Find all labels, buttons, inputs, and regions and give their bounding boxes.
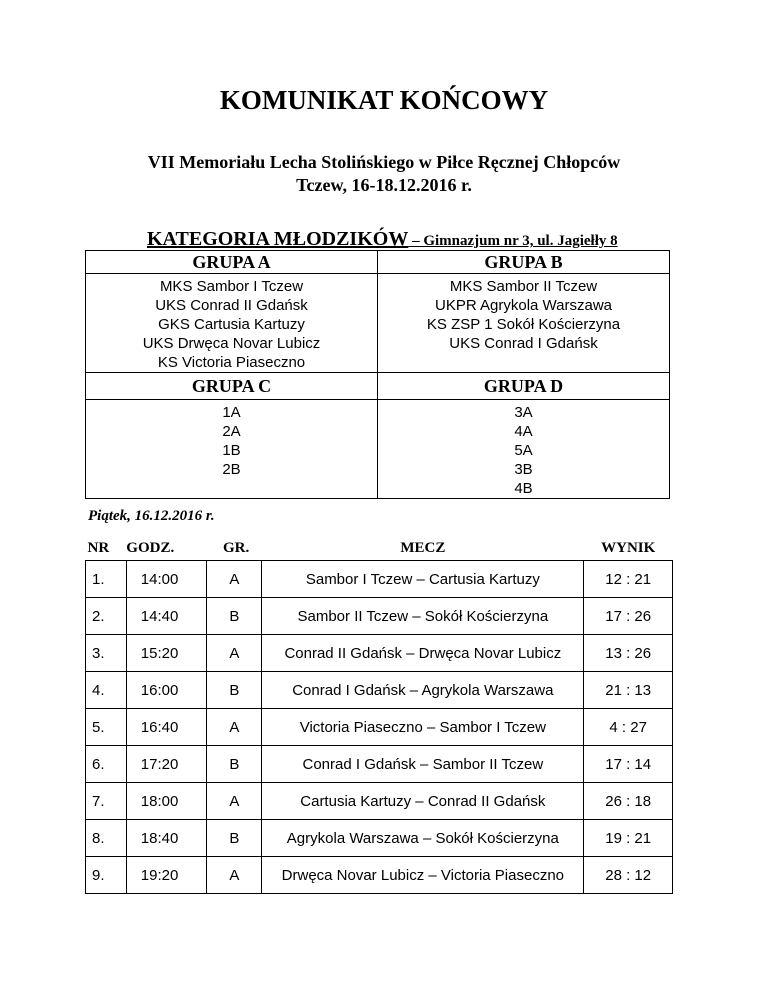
group-a-team: KS Victoria Piaseczno xyxy=(157,354,306,371)
row-result: 12 : 21 xyxy=(584,561,673,598)
table-row xyxy=(86,820,673,857)
group-b-team: UKPR Agrykola Warszawa xyxy=(435,297,612,314)
row-time: 14:00 xyxy=(126,561,207,598)
row-result: 26 : 18 xyxy=(584,783,673,820)
row-time: 15:20 xyxy=(126,635,207,672)
row-group: B xyxy=(207,746,262,783)
group-c-team: 1A xyxy=(222,404,241,421)
group-b-teams xyxy=(378,274,670,373)
group-a-team: UKS Drwęca Novar Lubicz xyxy=(142,335,321,352)
row-nr: 7. xyxy=(86,783,127,820)
group-d-team: 3A xyxy=(514,404,533,421)
row-match: Agrykola Warszawa – Sokół Kościerzyna xyxy=(262,820,584,857)
row-group: A xyxy=(207,783,262,820)
group-c-header: GRUPA C xyxy=(86,373,378,400)
row-match: Cartusia Kartuzy – Conrad II Gdańsk xyxy=(262,783,584,820)
table-row xyxy=(86,561,673,598)
group-d-header: GRUPA D xyxy=(378,373,670,400)
category-heading xyxy=(147,228,618,251)
row-time: 17:20 xyxy=(126,746,207,783)
table-row xyxy=(86,746,673,783)
header-match: MECZ xyxy=(400,540,446,556)
page-title: KOMUNIKAT KOŃCOWY xyxy=(219,85,549,115)
group-b-team: MKS Sambor II Tczew xyxy=(449,278,598,295)
row-time: 18:00 xyxy=(126,783,207,820)
group-d-team: 4A xyxy=(514,423,533,440)
tournament-place-date: Tczew, 16-18.12.2016 r. xyxy=(296,175,472,195)
table-row xyxy=(86,672,673,709)
groups-table xyxy=(85,250,670,499)
row-result: 21 : 13 xyxy=(584,672,673,709)
row-match: Drwęca Novar Lubicz – Victoria Piaseczno xyxy=(262,857,584,894)
row-group: A xyxy=(207,561,262,598)
table-row xyxy=(86,598,673,635)
row-group: B xyxy=(207,598,262,635)
schedule-table xyxy=(85,525,673,894)
row-group: A xyxy=(207,635,262,672)
row-match: Conrad I Gdańsk – Sambor II Tczew xyxy=(262,746,584,783)
row-nr: 5. xyxy=(86,709,127,746)
row-time: 14:40 xyxy=(126,598,207,635)
row-nr: 4. xyxy=(86,672,127,709)
row-time: 16:40 xyxy=(126,709,207,746)
group-b-header: GRUPA B xyxy=(378,251,670,274)
row-match: Sambor I Tczew – Cartusia Kartuzy xyxy=(262,561,584,598)
table-row xyxy=(86,783,673,820)
row-match: Conrad I Gdańsk – Agrykola Warszawa xyxy=(262,672,584,709)
row-result: 28 : 12 xyxy=(584,857,673,894)
row-result: 4 : 27 xyxy=(584,709,673,746)
group-a-team: GKS Cartusia Kartuzy xyxy=(158,316,305,333)
header-group: GR. xyxy=(222,540,250,556)
row-group: A xyxy=(207,709,262,746)
group-a-header: GRUPA A xyxy=(86,251,378,274)
group-a-team: MKS Sambor I Tczew xyxy=(159,278,304,295)
group-a-team: UKS Conrad II Gdańsk xyxy=(155,297,308,314)
row-time: 18:40 xyxy=(126,820,207,857)
row-match: Conrad II Gdańsk – Drwęca Novar Lubicz xyxy=(262,635,584,672)
group-b-team: UKS Conrad I Gdańsk xyxy=(449,335,598,352)
row-group: A xyxy=(207,857,262,894)
table-row xyxy=(86,857,673,894)
row-nr: 1. xyxy=(86,561,127,598)
header-time: GODZ. xyxy=(126,540,175,556)
group-c-team: 1B xyxy=(222,442,241,459)
row-nr: 6. xyxy=(86,746,127,783)
group-d-team: 3B xyxy=(514,461,533,478)
group-c-teams xyxy=(86,400,378,499)
row-group: B xyxy=(207,672,262,709)
group-b-team: KS ZSP 1 Sokół Kościerzyna xyxy=(426,316,621,333)
table-row xyxy=(86,635,673,672)
day-label: Piątek, 16.12.2016 r. xyxy=(88,508,215,524)
group-d-team: 5A xyxy=(514,442,533,459)
group-d-teams xyxy=(378,400,670,499)
group-c-team: 2B xyxy=(222,461,241,478)
group-d-team: 4B xyxy=(514,480,533,497)
group-c-team: 2A xyxy=(222,423,241,440)
row-time: 19:20 xyxy=(126,857,207,894)
row-match: Sambor II Tczew – Sokół Kościerzyna xyxy=(262,598,584,635)
row-nr: 2. xyxy=(86,598,127,635)
row-nr: 9. xyxy=(86,857,127,894)
row-result: 19 : 21 xyxy=(584,820,673,857)
header-nr: NR xyxy=(87,540,110,556)
header-result: WYNIK xyxy=(601,540,656,556)
row-time: 16:00 xyxy=(126,672,207,709)
tournament-name: VII Memoriału Lecha Stolińskiego w Piłce Ręcznej Chłopców xyxy=(147,152,621,172)
category-venue: – Gimnazjum nr 3, ul. Jagiełły 8 xyxy=(408,233,618,249)
category-name: KATEGORIA MŁODZIKÓW xyxy=(147,228,409,250)
group-a-teams xyxy=(86,274,378,373)
row-group: B xyxy=(207,820,262,857)
table-row xyxy=(86,709,673,746)
row-match: Victoria Piaseczno – Sambor I Tczew xyxy=(262,709,584,746)
row-result: 17 : 14 xyxy=(584,746,673,783)
row-result: 17 : 26 xyxy=(584,598,673,635)
row-result: 13 : 26 xyxy=(584,635,673,672)
row-nr: 8. xyxy=(86,820,127,857)
row-nr: 3. xyxy=(86,635,127,672)
